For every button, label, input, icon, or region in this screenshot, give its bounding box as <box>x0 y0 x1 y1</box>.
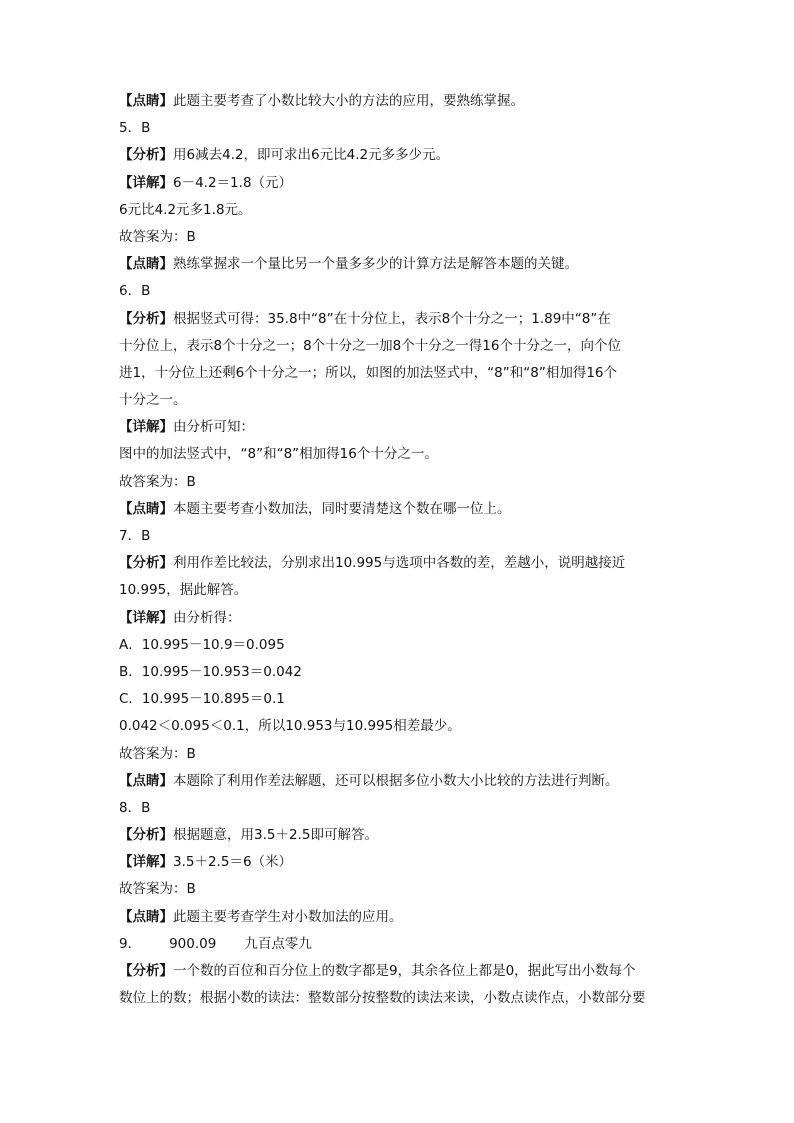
doc-line <box>119 849 679 876</box>
section-tag: 【详解】 <box>119 609 173 626</box>
line-text: 根据题意，用3.5＋2.5即可解答。 <box>173 827 378 844</box>
doc-line: 10.995，据此解答。 <box>119 582 248 599</box>
question-number: 8．B <box>119 799 151 816</box>
line-text: 此题主要考查了小数比较大小的方法的应用，要熟练掌握。 <box>173 93 524 109</box>
question-9-answer <box>119 931 679 958</box>
line-text: 由分析得： <box>173 609 241 626</box>
line-text: 本题主要考查小数加法，同时要清楚这个数在哪一位上。 <box>173 500 511 517</box>
section-tag: 【分析】 <box>119 827 173 844</box>
doc-line: 0.042＜0.095＜0.1，所以10.953与10.995相差最少。 <box>119 718 461 735</box>
question-number: 9． <box>119 935 142 952</box>
doc-line <box>119 306 679 333</box>
question-number: 7．B <box>119 528 151 544</box>
doc-line: 6元比4.2元多1.8元。 <box>119 201 252 218</box>
section-tag: 【详解】 <box>119 419 173 436</box>
doc-line <box>119 170 679 197</box>
answer-reading: 九百点零九 <box>244 935 312 952</box>
section-tag: 【点睛】 <box>119 772 173 789</box>
line-text: 本题除了利用作差法解题，还可以根据多位小数大小比较的方法进行判断。 <box>173 772 619 789</box>
line-text: 根据竖式可得：35.8中“8”在十分位上，表示8个十分之一；1.89中“8”在 <box>173 310 611 327</box>
doc-line: A．10.995－10.9＝0.095 <box>119 636 285 653</box>
section-tag: 【详解】 <box>119 174 173 191</box>
doc-line <box>119 822 679 849</box>
doc-line: 故答案为：B <box>119 881 196 898</box>
doc-line: 十分位上，表示8个十分之一；8个十分之一加8个十分之一得16个十分之一，向个位 <box>119 337 621 354</box>
section-tag: 【分析】 <box>119 310 173 327</box>
doc-line <box>119 904 679 931</box>
line-text: 利用作差比较法，分别求出10.995与选项中各数的差，差越小，说明越接近 <box>173 555 626 572</box>
section-tag: 【点睛】 <box>119 908 173 925</box>
section-tag: 【分析】 <box>119 147 173 164</box>
line-text: 此题主要考查学生对小数加法的应用。 <box>173 908 403 925</box>
section-tag: 【分析】 <box>119 963 173 979</box>
doc-line: 故答案为：B <box>119 473 196 490</box>
doc-line <box>119 958 679 985</box>
answer-document <box>119 88 679 1012</box>
doc-line: C．10.995－10.895＝0.1 <box>119 691 285 708</box>
doc-line: 故答案为：B <box>119 228 196 245</box>
section-tag: 【点睛】 <box>119 500 173 517</box>
doc-line: 故答案为：B <box>119 745 196 762</box>
doc-line <box>119 142 679 169</box>
doc-line: 图中的加法竖式中，“8”和“8”相加得16个十分之一。 <box>119 446 438 463</box>
question-number: 5．B <box>119 120 151 137</box>
section-tag: 【点睛】 <box>119 93 173 109</box>
section-tag: 【分析】 <box>119 555 173 572</box>
line-text: 6－4.2＝1.8（元） <box>173 174 293 191</box>
question-number: 6．B <box>119 283 151 300</box>
doc-line <box>119 414 679 441</box>
doc-line <box>119 251 679 278</box>
doc-line: 数位上的数；根据小数的读法：整数部分按整数的读法来读，小数点读作点，小数部分要 <box>119 990 646 1007</box>
doc-line <box>119 88 679 115</box>
doc-line <box>119 605 679 632</box>
doc-line: 十分之一。 <box>119 392 187 409</box>
line-text: 3.5＋2.5＝6（米） <box>173 854 293 871</box>
line-text: 一个数的百位和百分位上的数字都是9，其余各位上都是0，据此写出小数每个 <box>173 963 636 979</box>
doc-line <box>119 768 679 795</box>
doc-line <box>119 550 679 577</box>
section-tag: 【点睛】 <box>119 256 173 273</box>
section-tag: 【详解】 <box>119 854 173 871</box>
line-text: 由分析可知： <box>173 419 254 436</box>
line-text: 用6减去4.2，即可求出6元比4.2元多多少元。 <box>173 147 450 164</box>
line-text: 熟练掌握求一个量比另一个量多多少的计算方法是解答本题的关键。 <box>173 256 578 273</box>
doc-line <box>119 496 679 523</box>
answer-number: 900.09 <box>169 935 217 952</box>
doc-line: B．10.995－10.953＝0.042 <box>119 663 302 680</box>
doc-line: 进1，十分位上还剩6个十分之一；所以，如图的加法竖式中，“8”和“8”相加得16个 <box>119 364 618 381</box>
